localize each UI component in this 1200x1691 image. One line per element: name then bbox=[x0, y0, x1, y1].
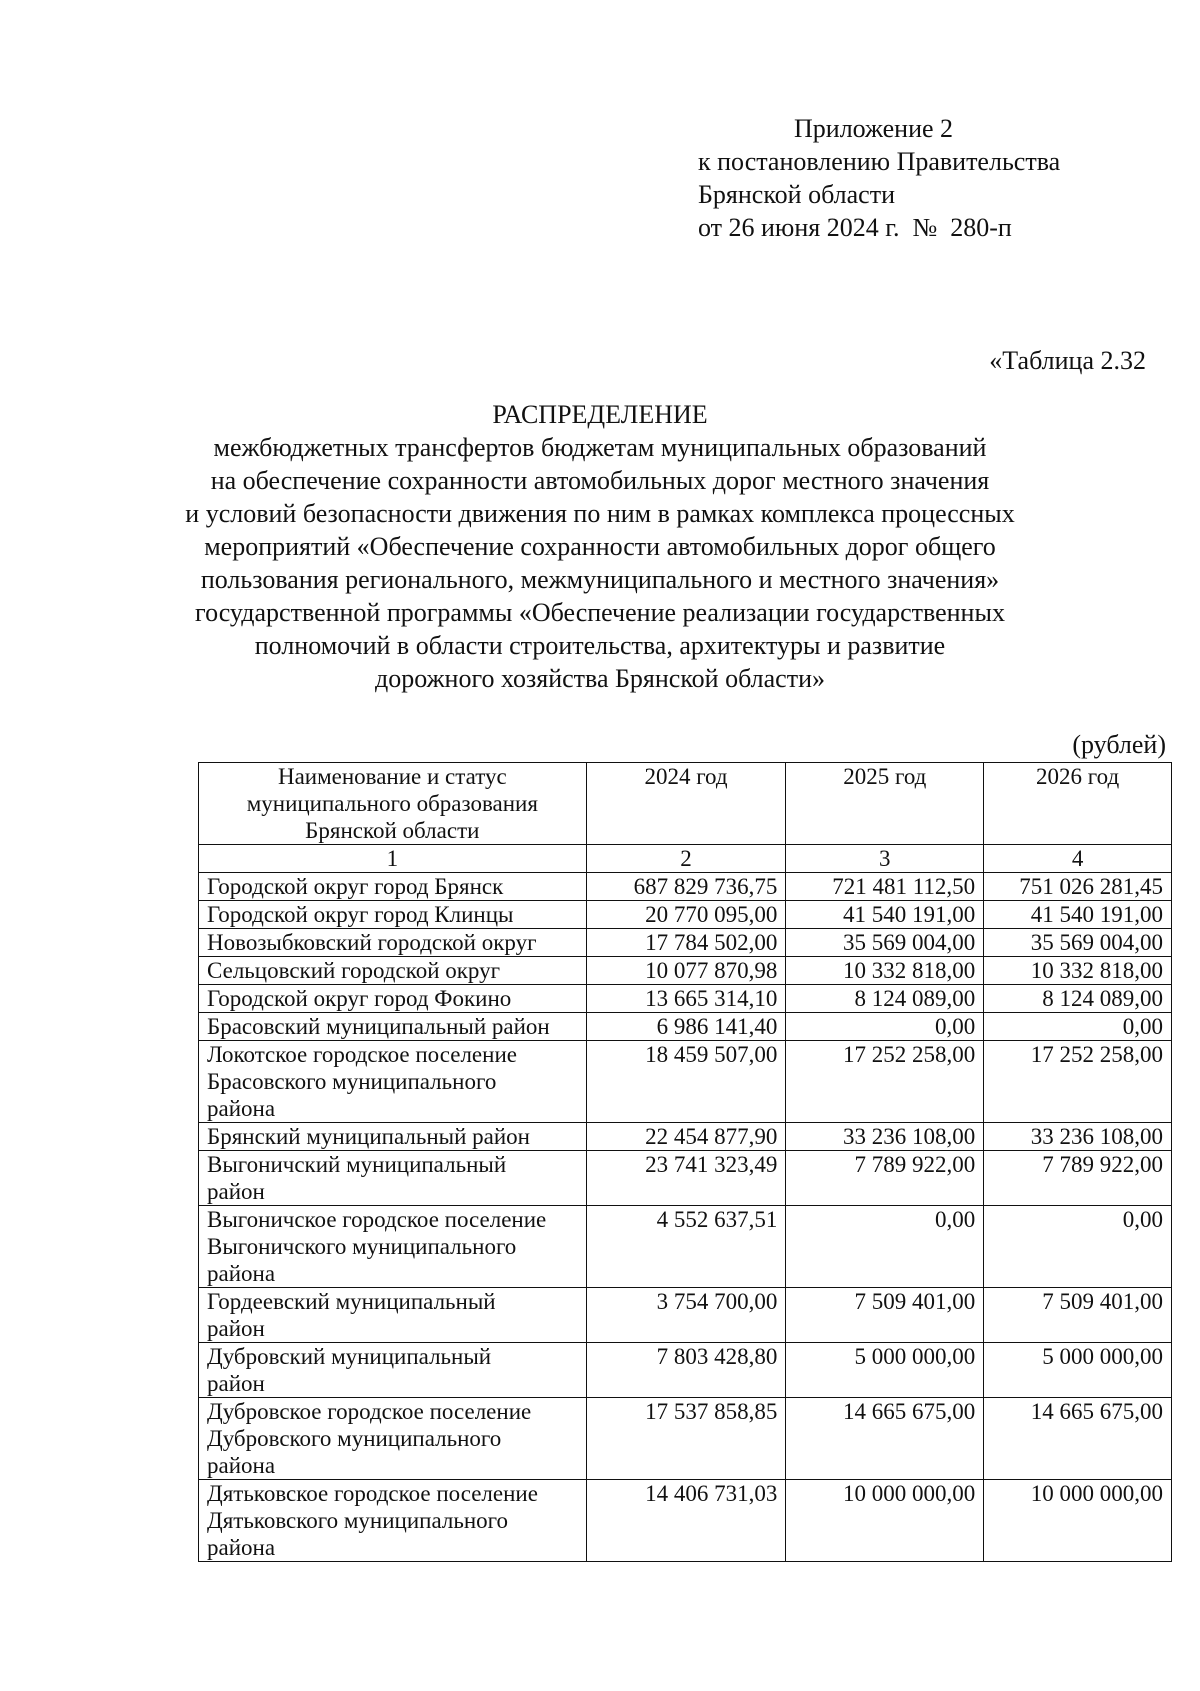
amount-2025: 17 252 258,00 bbox=[786, 1041, 984, 1123]
amount-2025: 10 000 000,00 bbox=[786, 1480, 984, 1562]
municipality-name-line: Гордеевский муниципальный bbox=[207, 1289, 496, 1314]
column-number: 4 bbox=[984, 845, 1172, 873]
units-label: (рублей) bbox=[1072, 730, 1166, 759]
header-year-2024: 2024 год bbox=[586, 763, 786, 845]
column-number: 1 bbox=[199, 845, 587, 873]
amount-2025: 7 789 922,00 bbox=[786, 1151, 984, 1206]
municipality-name-line: район bbox=[207, 1179, 265, 1204]
municipality-name-cell bbox=[199, 929, 587, 957]
amount-2025: 33 236 108,00 bbox=[786, 1123, 984, 1151]
amount-2026: 7 509 401,00 bbox=[984, 1288, 1172, 1343]
municipality-name-cell bbox=[199, 1288, 587, 1343]
table-row bbox=[199, 1013, 1172, 1041]
header-line: муниципального образования bbox=[246, 791, 538, 816]
table-row bbox=[199, 1480, 1172, 1562]
column-number: 3 bbox=[786, 845, 984, 873]
annex-line: к постановлению Правительства bbox=[698, 147, 1061, 176]
municipality-name-cell bbox=[199, 957, 587, 985]
title-line: на обеспечение сохранности автомобильных дорог местного значения bbox=[210, 466, 990, 495]
amount-2024: 687 829 736,75 bbox=[586, 873, 786, 901]
municipality-name-cell bbox=[199, 873, 587, 901]
table-number: «Таблица 2.32 bbox=[989, 346, 1146, 375]
amount-2024: 14 406 731,03 bbox=[586, 1480, 786, 1562]
header-year-2025: 2025 год bbox=[786, 763, 984, 845]
municipality-name-line: Городской округ город Брянск bbox=[207, 874, 504, 899]
table-row bbox=[199, 1288, 1172, 1343]
amount-2026: 17 252 258,00 bbox=[984, 1041, 1172, 1123]
amount-2026: 10 000 000,00 bbox=[984, 1480, 1172, 1562]
municipality-name-line: Новозыбковский городской округ bbox=[207, 930, 537, 955]
municipality-name-cell bbox=[199, 901, 587, 929]
column-number-row bbox=[199, 845, 1172, 873]
amount-2024: 17 537 858,85 bbox=[586, 1398, 786, 1480]
amount-2025: 41 540 191,00 bbox=[786, 901, 984, 929]
municipality-name-line: Выгоничское городское поселение bbox=[207, 1207, 547, 1232]
table-header-row bbox=[199, 763, 1172, 845]
title-line: межбюджетных трансфертов бюджетам муниципальных образований bbox=[213, 433, 987, 462]
table-row bbox=[199, 1398, 1172, 1480]
municipality-name-line: Брасовского муниципального bbox=[207, 1069, 497, 1094]
municipality-name-line: район bbox=[207, 1371, 265, 1396]
municipality-name-line: Локотское городское поселение bbox=[207, 1042, 517, 1067]
municipality-name-line: Брянский муниципальный район bbox=[207, 1124, 530, 1149]
municipality-name-line: Городской округ город Клинцы bbox=[207, 902, 514, 927]
municipality-name-cell bbox=[199, 985, 587, 1013]
table-row bbox=[199, 901, 1172, 929]
municipality-name-cell bbox=[199, 1013, 587, 1041]
municipality-name-line: Дубровский муниципальный bbox=[207, 1344, 492, 1369]
title-line: государственной программы «Обеспечение реализации государственных bbox=[195, 598, 1005, 627]
amount-2024: 23 741 323,49 bbox=[586, 1151, 786, 1206]
amount-2025: 14 665 675,00 bbox=[786, 1398, 984, 1480]
amount-2026: 7 789 922,00 bbox=[984, 1151, 1172, 1206]
table-row bbox=[199, 985, 1172, 1013]
amount-2025: 10 332 818,00 bbox=[786, 957, 984, 985]
title-line: и условий безопасности движения по ним в рамках комплекса процессных bbox=[185, 499, 1015, 528]
table-row bbox=[199, 1123, 1172, 1151]
distribution-table bbox=[198, 762, 1172, 1562]
table-row bbox=[199, 873, 1172, 901]
amount-2024: 3 754 700,00 bbox=[586, 1288, 786, 1343]
title-heading: РАСПРЕДЕЛЕНИЕ bbox=[492, 400, 708, 429]
municipality-name-line: Выгоничский муниципальный bbox=[207, 1152, 507, 1177]
municipality-name-cell bbox=[199, 1041, 587, 1123]
municipality-name-line: района bbox=[207, 1261, 276, 1286]
amount-2026: 8 124 089,00 bbox=[984, 985, 1172, 1013]
amount-2024: 17 784 502,00 bbox=[586, 929, 786, 957]
municipality-name-line: района bbox=[207, 1535, 276, 1560]
title-line: пользования регионального, межмуниципального и местного значения» bbox=[200, 565, 1000, 594]
title-line: полномочий в области строительства, архитектуры и развитие bbox=[254, 631, 946, 660]
municipality-name-cell bbox=[199, 1151, 587, 1206]
header-line: Брянской области bbox=[305, 818, 480, 843]
amount-2026: 0,00 bbox=[984, 1206, 1172, 1288]
table-row bbox=[199, 957, 1172, 985]
table-row bbox=[199, 1151, 1172, 1206]
municipality-name-line: Сельцовский городской округ bbox=[207, 958, 501, 983]
annex-line: Брянской области bbox=[698, 180, 895, 209]
municipality-name-cell bbox=[199, 1343, 587, 1398]
municipality-name-line: район bbox=[207, 1316, 265, 1341]
amount-2026: 10 332 818,00 bbox=[984, 957, 1172, 985]
table-body bbox=[199, 763, 1172, 1562]
municipality-name-line: Дубровское городское поселение bbox=[207, 1399, 532, 1424]
amount-2024: 22 454 877,90 bbox=[586, 1123, 786, 1151]
municipality-name-line: Брасовский муниципальный район bbox=[207, 1014, 550, 1039]
amount-2024: 20 770 095,00 bbox=[586, 901, 786, 929]
table-row bbox=[199, 1343, 1172, 1398]
table-row bbox=[199, 929, 1172, 957]
document-title bbox=[0, 398, 1200, 695]
table-row bbox=[199, 1041, 1172, 1123]
municipality-name-cell bbox=[199, 1398, 587, 1480]
annex-block bbox=[698, 112, 1060, 244]
municipality-name-cell bbox=[199, 1206, 587, 1288]
table-row bbox=[199, 1206, 1172, 1288]
amount-2026: 41 540 191,00 bbox=[984, 901, 1172, 929]
municipality-name-cell bbox=[199, 1123, 587, 1151]
amount-2026: 0,00 bbox=[984, 1013, 1172, 1041]
municipality-name-cell bbox=[199, 1480, 587, 1562]
header-year-2026: 2026 год bbox=[984, 763, 1172, 845]
amount-2026: 5 000 000,00 bbox=[984, 1343, 1172, 1398]
amount-2025: 35 569 004,00 bbox=[786, 929, 984, 957]
amount-2024: 10 077 870,98 bbox=[586, 957, 786, 985]
amount-2024: 7 803 428,80 bbox=[586, 1343, 786, 1398]
amount-2026: 33 236 108,00 bbox=[984, 1123, 1172, 1151]
header-line: Наименование и статус bbox=[277, 764, 507, 789]
amount-2024: 18 459 507,00 bbox=[586, 1041, 786, 1123]
amount-2025: 721 481 112,50 bbox=[786, 873, 984, 901]
amount-2026: 35 569 004,00 bbox=[984, 929, 1172, 957]
municipality-name-line: Дятьковского муниципального bbox=[207, 1508, 509, 1533]
municipality-name-line: Городской округ город Фокино bbox=[207, 986, 512, 1011]
municipality-name-line: района bbox=[207, 1096, 276, 1121]
amount-2024: 6 986 141,40 bbox=[586, 1013, 786, 1041]
amount-2025: 8 124 089,00 bbox=[786, 985, 984, 1013]
amount-2024: 4 552 637,51 bbox=[586, 1206, 786, 1288]
annex-line: Приложение 2 bbox=[794, 114, 954, 143]
column-number: 2 bbox=[586, 845, 786, 873]
amount-2026: 14 665 675,00 bbox=[984, 1398, 1172, 1480]
amount-2025: 7 509 401,00 bbox=[786, 1288, 984, 1343]
amount-2026: 751 026 281,45 bbox=[984, 873, 1172, 901]
title-line: мероприятий «Обеспечение сохранности автомобильных дорог общего bbox=[204, 532, 996, 561]
municipality-name-line: Дятьковское городское поселение bbox=[207, 1481, 538, 1506]
amount-2025: 0,00 bbox=[786, 1206, 984, 1288]
amount-2024: 13 665 314,10 bbox=[586, 985, 786, 1013]
annex-line: от 26 июня 2024 г. № 280-п bbox=[698, 213, 1012, 242]
amount-2025: 0,00 bbox=[786, 1013, 984, 1041]
amount-2025: 5 000 000,00 bbox=[786, 1343, 984, 1398]
municipality-name-line: района bbox=[207, 1453, 276, 1478]
municipality-name-line: Дубровского муниципального bbox=[207, 1426, 502, 1451]
municipality-name-line: Выгоничского муниципального bbox=[207, 1234, 517, 1259]
title-line: дорожного хозяйства Брянской области» bbox=[375, 664, 825, 693]
header-name-cell bbox=[199, 763, 587, 845]
